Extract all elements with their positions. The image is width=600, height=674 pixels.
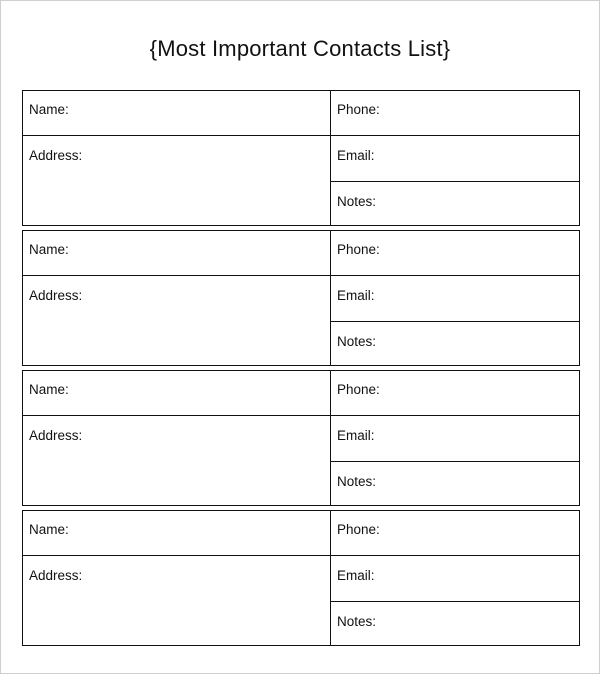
contact-card: [22, 90, 580, 226]
address-label: Address:: [29, 148, 83, 163]
notes-label: Notes:: [337, 334, 377, 349]
column-divider: [330, 371, 331, 505]
column-divider: [330, 511, 331, 645]
notes-label: Notes:: [337, 614, 377, 629]
email-field[interactable]: [383, 137, 581, 181]
email-label: Email:: [337, 148, 375, 163]
address-label: Address:: [29, 428, 83, 443]
phone-label: Phone:: [337, 382, 380, 397]
row-divider: [23, 275, 579, 276]
row-divider: [23, 415, 579, 416]
name-label: Name:: [29, 242, 69, 257]
phone-label: Phone:: [337, 522, 380, 537]
row-divider: [330, 321, 579, 322]
address-field[interactable]: [23, 417, 330, 507]
notes-field[interactable]: [383, 603, 581, 647]
phone-field[interactable]: [385, 91, 581, 135]
contact-card: [22, 510, 580, 646]
email-label: Email:: [337, 288, 375, 303]
notes-field[interactable]: [383, 463, 581, 507]
name-label: Name:: [29, 382, 69, 397]
email-field[interactable]: [383, 277, 581, 321]
address-label: Address:: [29, 568, 83, 583]
name-field[interactable]: [75, 91, 330, 135]
phone-label: Phone:: [337, 242, 380, 257]
column-divider: [330, 91, 331, 225]
address-field[interactable]: [23, 277, 330, 367]
address-label: Address:: [29, 288, 83, 303]
name-field[interactable]: [75, 231, 330, 275]
email-label: Email:: [337, 428, 375, 443]
phone-label: Phone:: [337, 102, 380, 117]
notes-label: Notes:: [337, 194, 377, 209]
address-field[interactable]: [23, 557, 330, 647]
name-field[interactable]: [75, 511, 330, 555]
notes-label: Notes:: [337, 474, 377, 489]
phone-field[interactable]: [385, 231, 581, 275]
name-label: Name:: [29, 522, 69, 537]
row-divider: [23, 135, 579, 136]
notes-field[interactable]: [383, 183, 581, 227]
email-field[interactable]: [383, 557, 581, 601]
row-divider: [330, 181, 579, 182]
page-title: {Most Important Contacts List}: [149, 36, 451, 61]
address-field[interactable]: [23, 137, 330, 227]
column-divider: [330, 231, 331, 365]
email-field[interactable]: [383, 417, 581, 461]
email-label: Email:: [337, 568, 375, 583]
phone-field[interactable]: [385, 511, 581, 555]
row-divider: [330, 461, 579, 462]
row-divider: [330, 601, 579, 602]
contact-card: [22, 370, 580, 506]
phone-field[interactable]: [385, 371, 581, 415]
row-divider: [23, 555, 579, 556]
name-field[interactable]: [75, 371, 330, 415]
name-label: Name:: [29, 102, 69, 117]
contact-card: [22, 230, 580, 366]
notes-field[interactable]: [383, 323, 581, 367]
